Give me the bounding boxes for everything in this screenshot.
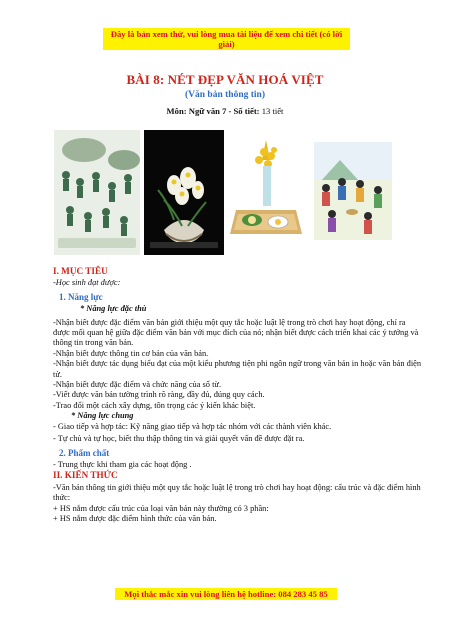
subheading-qualities: 2. Phẩm chất [59,447,110,458]
text-line: -Nhận biết được đặc điểm văn bản giới thiệu một quy tắc hoặc luật lệ trong trò chơi hay hoạt động, chỉ ra được mối quan hệ giữa đặc điểm văn bản với mục đích của nó; nhận biết được cách triển khai các ý tưởng và thông tin trong văn bản. [53,317,419,348]
text-line: -Nhận biết được đặc điểm và chức năng của số từ. [53,380,222,390]
folk-game-crowd-illustration [54,130,140,255]
text-line: - Giao tiếp và hợp tác: Kỹ năng giao tiếp và hợp tác nhóm với các thành viên khác. [53,421,332,431]
lesson-title: BÀI 8: NÉT ĐẸP VĂN HOÁ VIỆT [126,72,324,87]
text-line: -Nhận biết được thông tin cơ bản của văn bản. [53,348,209,358]
text-line: - Tự chủ và tự học, biết thu thập thông tin và giải quyết vấn đề được đặt ra. [53,434,305,444]
section-heading-objectives: I. MỤC TIÊU [53,266,108,276]
traditional-food-tray-illustration [226,130,306,255]
text-line: + HS nắm được cấu trúc của loại văn bản này thường có 3 phần: [53,503,269,513]
flower-arrangement-photo [144,130,224,255]
hotline-banner: Mọi thắc mắc xin vui lòng liên hệ hotline: 084 283 45 85 [115,588,337,600]
text-line: -Trao đổi một cách xây dựng, tôn trọng các ý kiến khác biệt. [53,400,256,410]
preview-notice-banner: Đây là bản xem thử, vui lòng mua tài liệu để xem chi tiết (có lời giải) [103,28,350,50]
lesson-content [53,266,423,524]
subheading-general-competence: * Năng lực chung [71,411,134,421]
section-heading-knowledge: II. KIẾN THỨC [53,470,118,481]
objectives-intro: -Học sinh đạt được: [53,278,121,288]
meta-value: 13 tiết [261,106,284,116]
text-line: - Trung thực khi tham gia các hoạt động . [53,459,192,469]
children-playing-game-illustration [310,130,396,255]
text-line: -Viết được văn bản tường trình rõ ràng, đầy đủ, đúng quy cách. [53,390,265,400]
meta-label: Môn: Ngữ văn 7 - Số tiết: [166,106,260,116]
lesson-subtitle: (Văn bản thông tin) [185,90,265,100]
illustration-strip [54,130,394,255]
text-line: -Nhận biết được tác dụng biểu đạt của một kiểu phương tiện phi ngôn ngữ trong văn bản in hoặc văn bản điện tử. [53,359,422,379]
text-line: -Văn bản thông tin giới thiệu một quy tắc hoặc luật lệ trong trò chơi hay hoạt động: cấu trúc và đặc điểm hình thức: [53,482,421,503]
subheading-specific-competence: * Năng lực đặc thù [80,304,147,314]
text-line: + HS nắm được đặc điểm hình thức của văn bản. [53,513,217,523]
lesson-meta [0,106,450,116]
subheading-competence: 1. Năng lực [59,291,103,302]
